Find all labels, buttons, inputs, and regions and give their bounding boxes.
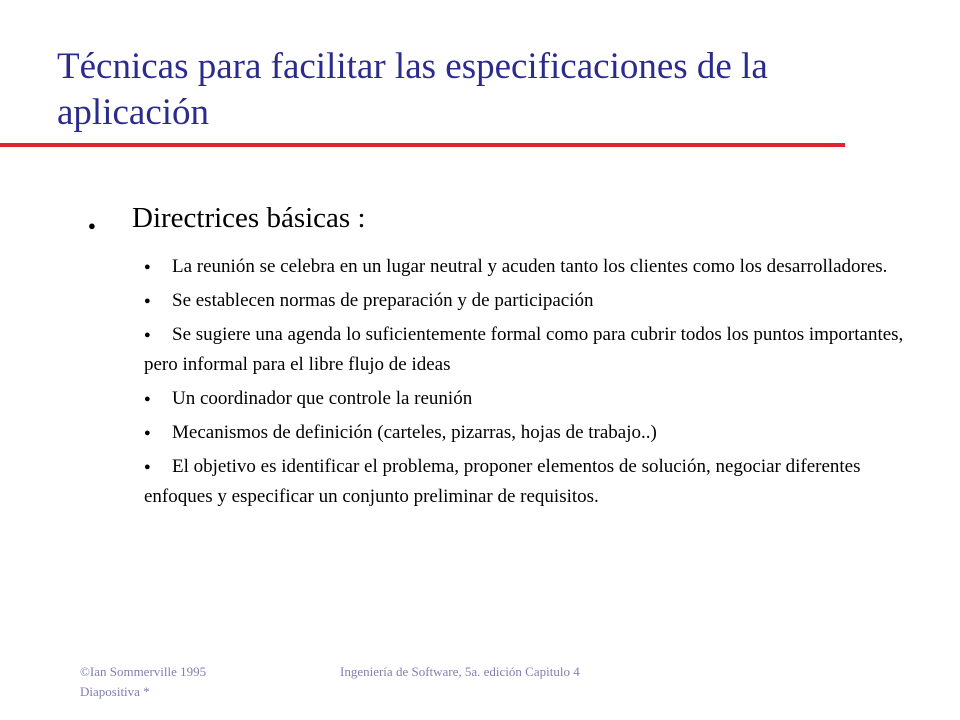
bullet-icon: ● [144,295,151,307]
list-item [144,320,924,380]
list-item-text: Mecanismos de definición (carteles, pizarras, hojas de trabajo..) [172,422,657,443]
list-item [144,452,924,512]
bullet-icon: ● [144,393,151,405]
copyright-text: ©Ian Sommerville 1995 [80,664,207,679]
list-item [144,286,924,316]
bullet-list [144,252,924,516]
list-item-text: Se sugiere una agenda lo suficientemente formal como para cubrir todos los puntos importantes, pero informal para el libre flujo de ideas [144,324,904,375]
list-item-text: Un coordinador que controle la reunión [172,388,473,409]
bullet-icon: ● [144,461,151,473]
list-item [144,384,924,414]
bullet-icon: ● [144,329,151,341]
footer-left [80,662,206,702]
title-underline [0,143,845,147]
bullet-icon: ● [88,218,96,233]
slide-number-label: Diapositiva * [80,684,150,699]
list-item-text: El objetivo es identificar el problema, proponer elementos de solución, negociar diferentes enfoques y especificar un conjunto preliminar de requisitos. [144,456,861,507]
list-item-text: Se establecen normas de preparación y de participación [172,290,594,311]
footer-book-title: Ingeniería de Software, 5a. edición Capitulo 4 [340,664,580,679]
list-item [144,418,924,448]
list-item-text: La reunión se celebra en un lugar neutral y acuden tanto los clientes como los desarrolladores. [172,256,888,277]
list-item [144,252,924,282]
slide-title: Técnicas para facilitar las especificaciones de la aplicación [57,46,768,133]
bullet-icon: ● [144,427,151,439]
bullet-icon: ● [144,261,151,273]
section-heading: Directrices básicas : [132,202,366,234]
